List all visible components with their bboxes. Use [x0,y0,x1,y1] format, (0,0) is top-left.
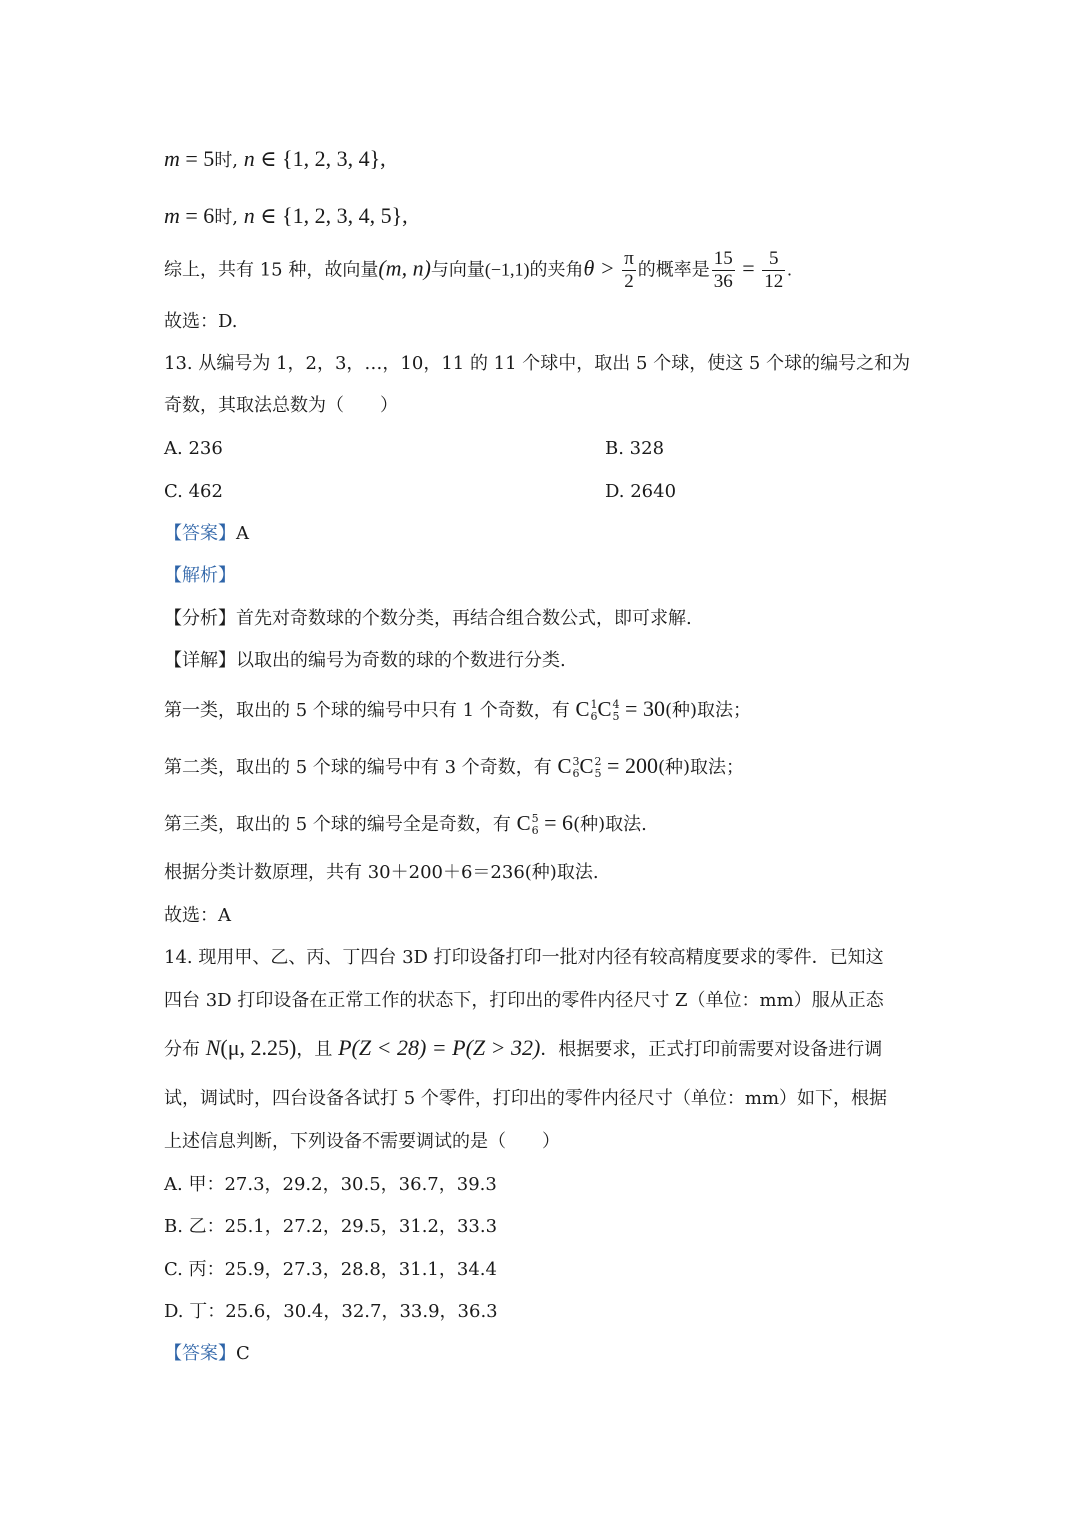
text: 与向量 [430,259,485,281]
sub: 6 [572,767,580,780]
analysis-tag: 【解析】 [164,565,236,586]
choose-line: 故选：A [164,905,231,926]
math-theta: θ > [583,255,621,281]
math-result: = 30 [619,696,665,721]
sup: 4 [612,698,620,712]
math-var: m [164,146,180,171]
frac-num: π [624,248,634,269]
combination-indices [613,699,620,722]
math-eq: = [736,255,761,281]
option-c: C. 462 [164,481,223,502]
answer-tag: 【答案】 [164,1343,236,1364]
text: (种)取法； [657,757,745,778]
text: 时, [214,150,244,171]
option-a: A. 甲：27.3，29.2，30.5，36.7，39.3 [164,1174,497,1195]
math-params: (μ, 2.25) [220,1035,297,1060]
combination-symbol: C [575,697,590,721]
case-2-line [164,755,744,780]
option-d: D. 2640 [605,481,677,502]
answer-value: C [236,1343,250,1364]
option-b: B. 乙：25.1，27.2，29.5，31.2，33.3 [164,1216,498,1237]
frac-num: 5 [762,248,785,271]
combination-indices [573,756,580,779]
math-result: = 6 [538,810,574,835]
combination-symbol: C [597,697,612,721]
frac-den: 12 [764,270,784,292]
text: . [787,259,792,280]
frac-den: 2 [624,270,634,292]
xiangjie-tag: 【详解】 [164,650,236,671]
sup: 2 [594,755,602,769]
combination-indices [595,756,602,779]
sup: 3 [572,755,580,769]
case-3-line [164,812,647,837]
summary-line [164,248,792,293]
fraction-15-36 [712,248,735,293]
math-var: n [243,203,255,228]
math-probability: P(Z < 28) = P(Z > 32) [338,1035,541,1060]
answer-value: A [236,523,249,544]
text-line [164,205,408,227]
text: 的概率是 [637,259,710,281]
combination-symbol: C [516,811,531,835]
combination-symbol: C [579,754,594,778]
text: 第一类，取出的 5 个球的编号中只有 1 个奇数，有 [164,700,576,721]
answer-tag: 【答案】 [164,523,236,544]
sub: 5 [594,767,602,780]
fenxi-line [164,610,692,628]
total-line: 根据分类计数原理，共有 30＋200＋6＝236(种)取法. [164,862,599,883]
answer-line [164,525,249,543]
math-eq: = 5 [179,146,215,171]
text: 第三类，取出的 5 个球的编号全是奇数，有 [164,814,517,835]
combination-symbol: C [557,754,572,778]
question-14-stem-cont: 上述信息判断，下列设备不需要调试的是（ ） [164,1131,560,1152]
fenxi-text: 首先对奇数球的个数分类，再结合组合数公式，即可求解. [236,608,692,629]
question-13-stem: 13. 从编号为 1，2，3，…，10，11 的 11 个球中，取出 5 个球，使这 5 个球的编号之和为 [164,353,911,374]
question-13-stem-cont: 奇数，其取法总数为（ ） [164,395,398,416]
frac-num: 15 [713,248,733,269]
question-14-stem-cont: 试，调试时，四台设备各试打 5 个零件，打印出的零件内径尺寸（单位：mm）如下，根据 [164,1088,888,1109]
answer-line [164,1345,250,1363]
text: 分布 [164,1039,206,1060]
xiangjie-text: 以取出的编号为奇数的球的个数进行分类. [236,650,566,671]
fenxi-tag: 【分析】 [164,608,236,629]
question-14-stem: 14. 现用甲、乙、丙、丁四台 3D 打印设备打印一批对内径有较高精度要求的零件．已知这 [164,947,884,968]
text: ，且 [296,1039,339,1060]
math-var: m [164,203,180,228]
fraction-pi-over-2 [622,248,636,293]
text: ．根据要求，正式打印前需要对设备进行调 [540,1039,883,1060]
text: (种)取法. [573,814,647,835]
text: 第二类，取出的 5 个球的编号中有 3 个奇数，有 [164,757,558,778]
text-line [164,148,386,170]
xiangjie-line [164,652,566,670]
math-set: ∈ {1, 2, 3, 4}, [254,146,386,171]
text: 时, [214,207,244,228]
text: 的夹角 [529,259,584,281]
sub: 6 [531,824,539,837]
math-vector: (−1,1) [484,259,530,280]
math-var: N [205,1035,221,1060]
frac-den: 36 [713,270,733,292]
sup: 1 [590,698,598,712]
combination-indices [532,813,539,836]
option-b: B. 328 [605,438,665,459]
math-eq: = 6 [179,203,215,228]
question-14-stem-cont: 四台 3D 打印设备在正常工作的状态下，打印出的零件内径尺寸 Z（单位：mm）服从正态 [164,990,884,1011]
math-vector: (m, n) [378,255,431,281]
option-d: D. 丁：25.6，30.4，32.7，33.9，36.3 [164,1301,498,1322]
sup: 5 [531,812,539,826]
math-var: n [243,146,255,171]
sub: 5 [612,710,620,723]
option-c: C. 丙：25.9，27.3，28.8，31.1，34.4 [164,1259,497,1280]
case-1-line [164,698,751,723]
math-result: = 200 [601,753,658,778]
option-a: A. 236 [164,438,223,459]
sub: 6 [590,710,598,723]
combination-indices [591,699,598,722]
choose-line: 故选：D. [164,311,238,332]
text: (种)取法； [664,700,752,721]
math-set: ∈ {1, 2, 3, 4, 5}, [254,203,408,228]
question-14-stem-cont [164,1037,882,1059]
text: 综上，共有 15 种，故向量 [164,259,379,281]
fraction-5-12 [762,248,785,293]
